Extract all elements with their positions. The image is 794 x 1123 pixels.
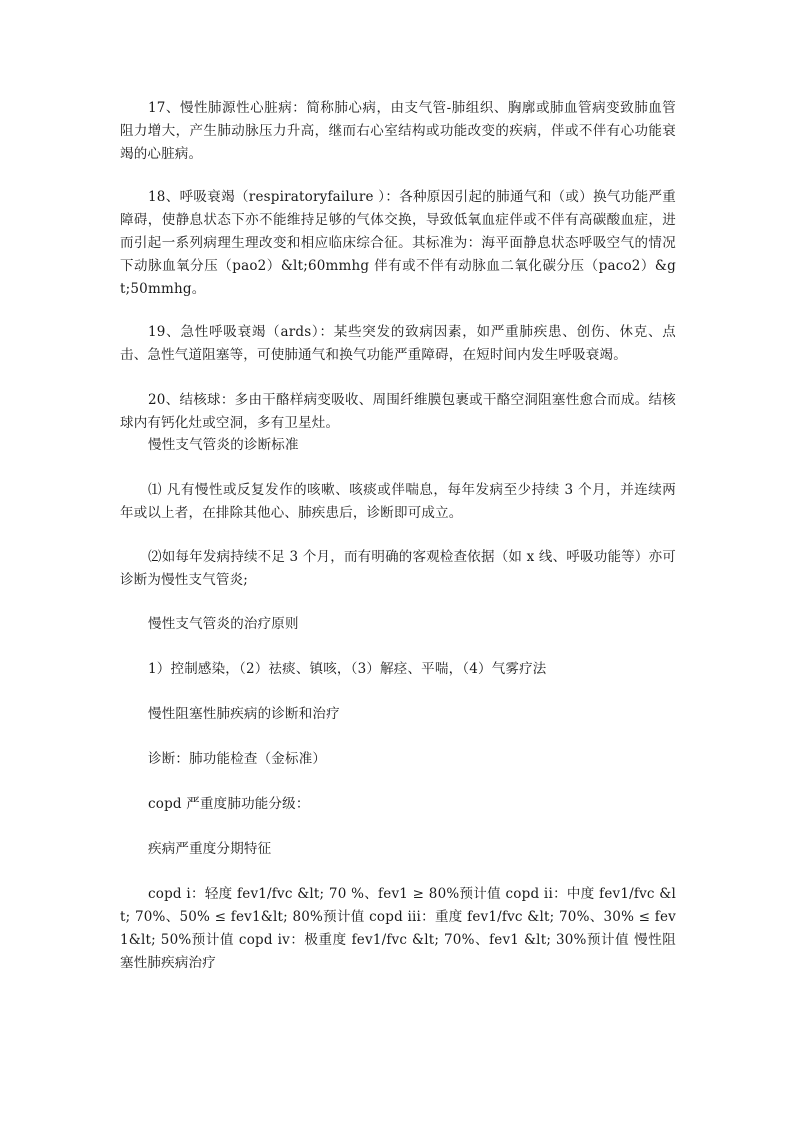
heading-severity-staging: 疾病严重度分期特征: [148, 841, 272, 857]
paragraph-diagnosis-criterion-2: ⑵如每年发病持续不足 3 个月，而有明确的客观检查依据（如 x 线、呼吸功能等）亦可诊断为慢性支气管炎;: [120, 549, 676, 588]
paragraph-copd-diagnosis: 诊断：肺功能检查（金标准）: [148, 751, 327, 767]
heading-chronic-bronchitis-treatment: 慢性支气管炎的治疗原则: [148, 616, 299, 632]
paragraph-diagnosis-criterion-1: ⑴ 凡有慢性或反复发作的咳嗽、咳痰或伴喘息，每年发病至少持续 3 个月，并连续两年或以上者，在排除其他心、肺疾患后，诊断即可成立。: [120, 482, 676, 521]
paragraph-copd-grading: copd 严重度肺功能分级：: [148, 796, 310, 812]
heading-chronic-bronchitis-diagnosis: 慢性支气管炎的诊断标准: [148, 437, 299, 453]
paragraph-ards: 19、急性呼吸衰竭（ards）：某些突发的致病因素，如严重肺疾患、创伤、休克、点击、急性气道阻塞等，可使肺通气和换气功能严重障碍，在短时间内发生呼吸衰竭。: [120, 324, 676, 363]
heading-copd-diagnosis-treatment: 慢性阻塞性肺疾病的诊断和治疗: [148, 706, 340, 722]
paragraph-respiratory-failure: 18、呼吸衰竭（respiratoryfailure ）：各种原因引起的肺通气和（或）换气功能严重障碍，使静息状态下亦不能维持足够的气体交换，导致低氧血症伴或不伴有高碳酸血症，进而引起一系列病理生理改变和相应临床综合征。其标准为：海平面静息状态呼吸空气的情况下动脉血氧分压（pao2）&lt;60mmhg 伴有或不伴有动脉血二氧化碳分压（paco2）&gt;50mmhg。: [120, 189, 676, 297]
paragraph-tuberculoma: 20、结核球：多由干酪样病变吸收、周围纤维膜包裹或干酪空洞阻塞性愈合而成。结核球内有钙化灶或空洞，多有卫星灶。: [120, 392, 676, 431]
paragraph-treatment-principles: 1）控制感染，（2）祛痰、镇咳，（3）解痉、平喘，（4）气雾疗法: [148, 661, 547, 677]
paragraph-chronic-cor-pulmonale: 17、慢性肺源性心脏病：简称肺心病，由支气管-肺组织、胸廓或肺血管病变致肺血管阻力增大，产生肺动脉压力升高，继而右心室结构或功能改变的疾病，伴或不伴有心功能衰竭的心脏病。: [120, 100, 676, 162]
paragraph-copd-stages: copd i：轻度 fev1/fvc &lt; 70 %、fev1 ≥ 80%预计值 copd ii：中度 fev1/fvc &lt; 70%、50% ≤ fev1&lt; 80%预计值 copd iii：重度 fev1/fvc &lt; 70%、30% ≤ fev1&lt; 50%预计值 copd iv：极重度 fev1/fvc &lt; 70%、fev1 &lt; 30%预计值 慢性阻塞性肺疾病治疗: [120, 886, 676, 971]
